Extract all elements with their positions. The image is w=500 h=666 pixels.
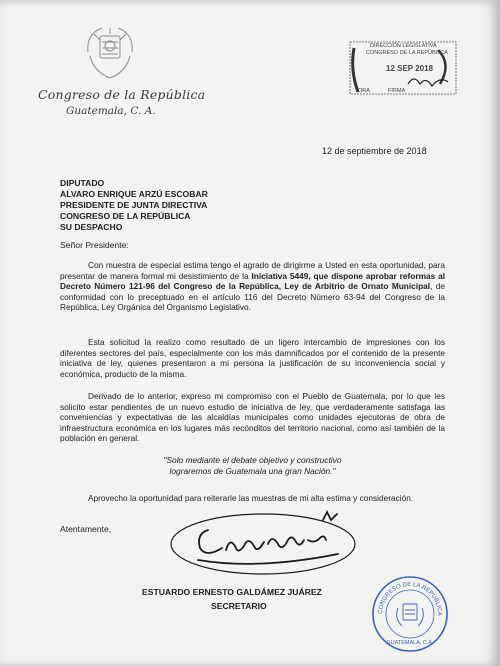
quote-line-2: lograremos de Guatemala una gran Nación." — [169, 466, 336, 476]
recipient-line: DIPUTADO — [60, 178, 105, 188]
signer-role: SECRETARIO — [211, 601, 267, 611]
paragraph-1-text: Con muestra de especial estima tengo el agrado de dirigirme a Usted en esta oportunidad, para presentar de manera formal mi desistimiento de la — [60, 260, 445, 281]
quote — [60, 455, 445, 477]
paragraph-2-text: Esta solicitud la realizo como resultado de un ligero intercambio de impresiones con los diferentes sectores del país, especialmente con los más damnificados por el contenido de la presente iniciativa de ley, quienes presentaron a mi persona la justificación de su inconveniencia social y económica, producto de la misma. — [60, 337, 445, 379]
signer-name: ESTUARDO ERNESTO GALDÁMEZ JUÁREZ — [142, 587, 322, 597]
quote-line-1: "Solo mediante el debate objetivo y constructivo — [163, 455, 342, 465]
letter-date: 12 de septiembre de 2018 — [322, 146, 427, 156]
stamp-date: 12 SEP 2018 — [386, 64, 434, 73]
paragraph-1-text-end: , de conformidad con lo preceptuado en el artículo 116 del Decreto Número 63-94 del Congreso de la República, Ley Orgánica del Organismo Legislativo. — [60, 281, 446, 313]
paragraph-1 — [60, 260, 445, 313]
recipient-line: CONGRESO DE LA REPÚBLICA — [60, 211, 191, 221]
recipient-line: SU DESPACHO — [60, 222, 123, 232]
stamp-line-2: CONGRESO DE LA REPÚBLICA — [366, 50, 448, 56]
paragraph-2 — [60, 337, 445, 379]
guatemala-coat-of-arms-icon — [80, 22, 140, 84]
paragraph-3 — [60, 391, 445, 444]
recipient-line: ALVARO ENRIQUE ARZÚ ESCOBAR — [60, 189, 208, 199]
salutation: Señor Presidente: — [60, 240, 129, 250]
recipient-block — [60, 178, 208, 233]
receipt-stamp — [348, 40, 458, 98]
seal-text-bottom: GUATEMALA, C.A. — [386, 640, 434, 646]
stamp-firma-label: FIRMA — [388, 88, 406, 94]
letterhead-title: Congreso de la República — [38, 87, 206, 102]
recipient-line: PRESIDENTE DE JUNTA DIRECTIVA — [60, 200, 208, 210]
seal-text-top: CONGRESO DE LA REPÚBLICA — [377, 581, 443, 616]
stamp-line-1: DIRECCIÓN LEGISLATIVA — [370, 43, 437, 49]
stamp-hora-label: ORA — [358, 88, 370, 94]
letterhead-city: Guatemala, C. A. — [66, 105, 156, 117]
paragraph-1-bold: Iniciativa 5449, que dispone aprobar reformas al Decreto Número 121-96 del Congreso de la República, Ley de Arbitrio de Ornato Municipal — [60, 270, 445, 292]
paragraph-3-text: Derivado de lo anterior, expreso mi compromiso con el Pueblo de Guatemala, por lo que les solicito estar pendientes de un nuevo estudio de iniciativa de ley, que verdaderamente satisfaga las conveniencias y expectativas de las alcaldías municipales como unidades ejecutoras de obra de infraestructura económica en los lugares más recónditos del territorio nacional, como así también de la población en general. — [60, 391, 445, 444]
closing: Atentamente, — [60, 524, 112, 534]
paragraph-4-text: Aprovecho la oportunidad para reiterarle las muestras de mi alta estima y consideración. — [88, 493, 414, 503]
handwritten-signature — [168, 500, 358, 580]
